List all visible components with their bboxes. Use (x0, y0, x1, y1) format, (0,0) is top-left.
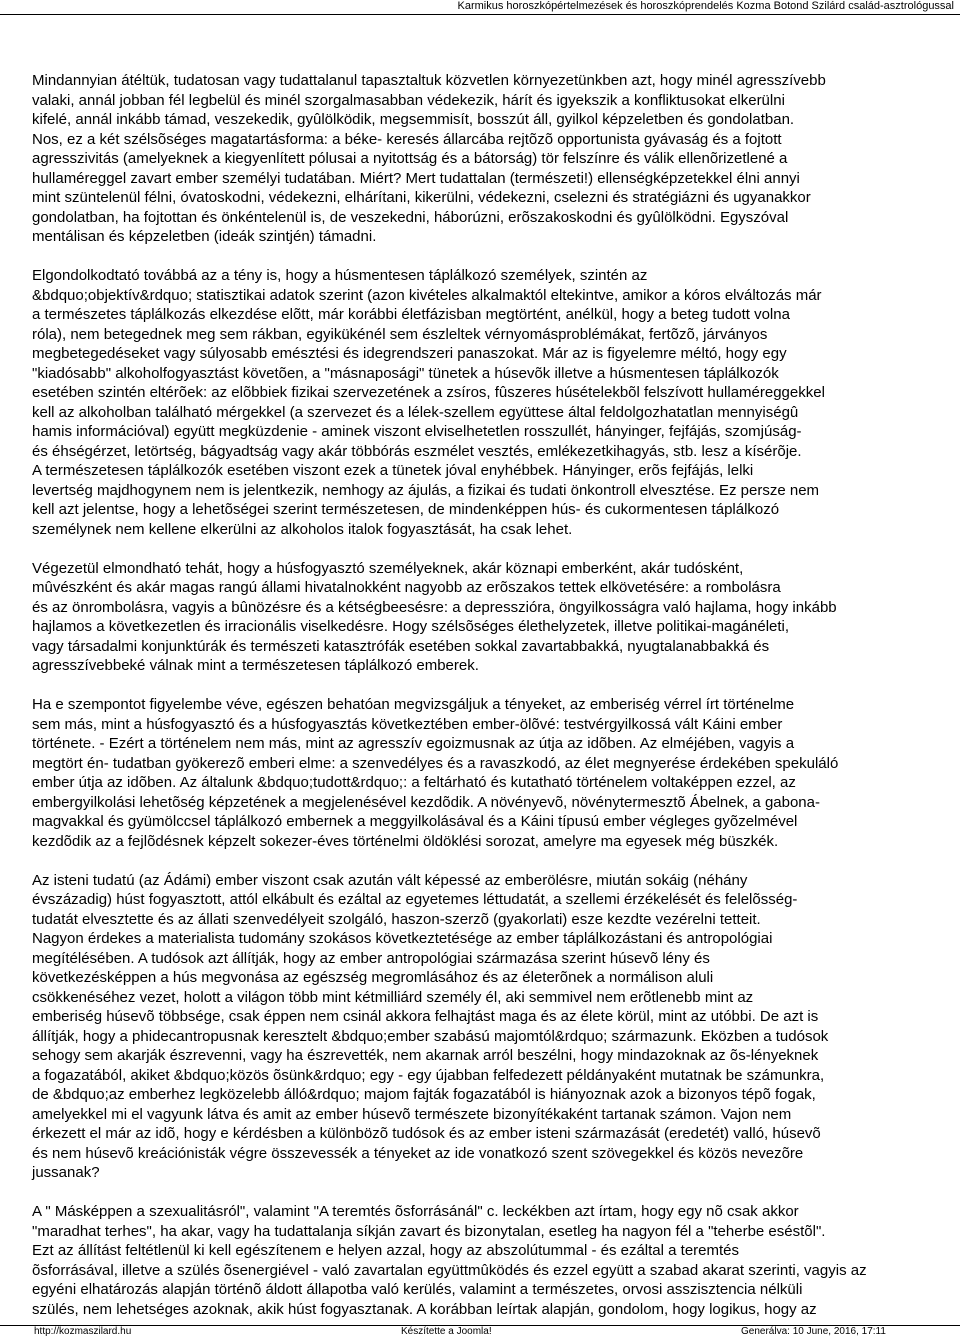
page-header (0, 0, 960, 15)
paragraph-3: Végezetül elmondható tehát, hogy a húsfogyasztó személyeknek, akár köznapi emberként, akár tudósként, mûvészként és akár magas rangú állami hivatalnokként nagyobb az erõszakos tettek elkövetésére: a rombolásra és az önrombolásra, vagyis a bûnözésre és a kétségbeesésre: a depresszióra, öngyilkosságra való hajlama, hogy inkább hajlamos a következetlen és irracionális viselkedésre. Hogy szélsõséges élethelyzetek, illetve politikai-magánéleti, vagy társadalmi konjunktúrák és természeti katasztrófák esetében sokkal zavartabbakká, nyugtalanabbakká és agresszívebbeké válnak mint a természetesen táplálkozó emberek. (32, 559, 837, 674)
footer-generated-date: Generálva: 10 June, 2016, 17:11 (741, 1326, 886, 1337)
article-body (32, 71, 927, 1319)
paragraph-5: Az isteni tudatú (az Ádámi) ember viszont csak azután vált képessé az emberölésre, miután sokáig (néhány évszázadig) húst fogyasztott, attól elkábult és ezáltal az egyetemes léttudatát, a szellemi érzékelését és felelõsség- tudatát elvesztette és az állati szenvedélyeit szolgáló, haszon-szerzõ (gyakorlati) esze kezdte vezérelni tetteit. Nagyon érdekes a materialista tudomány szokásos következtetésége az ember táplálkozástani és antropológiai megítélésében. A tudósok azt állítják, hogy az ember antropológiai származása szerint húsevõ lény és következésképpen a hús megvonása az egészség megromlásához és az életerõnek a normálison aluli csökkenéséhez vezet, holott a világon több mint kétmilliárd személy él, aki semmivel nem erõtlenebb mint az emberiség húsevõ többsége, csak éppen nem csinál akkora felhajtást maga és az élete körül, mint az utóbbi. De azt is állítják, hogy a phidecantropusnak keresztelt &bdquo;ember szabású majomtól&rdquo; származunk. Eközben a tudósok sehogy sem akarják észrevenni, vagy ha észrevették, nem akarnak arról beszélni, hogy mindazoknak az õs-lényeknek a fogazatából, akiket &bdquo;közös õsünk&rdquo; egy - egy újabban felfedezett példányaként mutatnak be számunkra, de &bdquo;az emberhez legközelebb álló&rdquo; majom fajták fogazatából is hiányoznak azok a bizonyos tépõ fogak, amelyekkel mi el vagyunk látva és amit az ember húsevõ természete bizonyítékaként tartanak számon. Vajon nem érkezett el már az idõ, hogy e kérdésben a különbözõ tudósok és az ember isteni származását (eredetét) valló, húsevõ és nem húsevõ kreációnisták végre összevessék a tényeket az ide vonatkozó szent szövegekkel és közös nevezõre jussanak? (32, 871, 829, 1181)
paragraph-2: Elgondolkodtató továbbá az a tény is, hogy a húsmentesen táplálkozó személyek, szintén az &bdquo;objektív&rdquo; statisztikai adatok szerint (azon kivételes alkalmaktól eltekintve, amikor a kóros elváltozás már a természetes táplálkozás elkezdése elõtt, már korábbi életfázisban megtörtént, anélkül, hogy a beteg tudott volna róla), nem betegednek meg sem rákban, egyikükénél sem észleltek vérnyomásproblémákat, fertõzõ, járványos megbetegedéseket vagy súlyosabb emésztési és idegrendszeri panaszokat. Már az is figyelemre méltó, hogy egy "kiadósabb" alkoholfogyasztást követõen, a "másnaposági" tünetek a húsevõk illetve a húsmentesen táplálkozók esetében szintén eltérõek: az elõbbiek fizikai szervezetének a zsíros, fûszeres húsételekbõl felszívott hullaméreggekkel kell az alkoholban található mérgekkel (a szervezet és a lélek-szellem együttese által feldolgozhatatlan mennyiségû hamis információval) együtt megküzdenie - aminek viszont elviselhetetlen rosszullét, hányinger, fejfájás, szomjúság- és éhségérzet, letörtség, bágyadtság vagy akár többórás eszmélet vesztés, emlékezetkihagyás, stb. lesz a kísérõje. A természetesen táplálkozók esetében viszont ezek a tünetek jóval enyhébbek. Hányinger, erõs fejfájás, lelki levertség majdhogynem nem is jelentkezik, nemhogy az ájulás, a fizikai és tudati önkontroll elvesztése. Ez persze nem kell azt jelentse, hogy a lehetõségei szerint természetesen, de mindenképpen hús- és cukormentesen táplálkozó személynek nem kellene elkerülni az alkoholos italok fogyasztását, ha csak lehet. (32, 267, 825, 538)
site-title: Karmikus horoszkópértelmezések és horoszkóprendelés Kozma Botond Szilárd család-asztrológussal (457, 0, 954, 12)
footer-url-link[interactable]: http://kozmaszilard.hu (34, 1326, 132, 1337)
footer-made-with: Készítette a Joomla! (401, 1326, 492, 1337)
page-footer (0, 1325, 960, 1339)
paragraph-4: Ha e szempontot figyelembe véve, egészen behatóan megvizsgáljuk a tényeket, az emberiség vérrel írt történelme sem más, mint a húsfogyasztó és a húsfogyasztás következtében ember-ölõvé: testvérgyilkossá vált Káini ember története. - Ezért a történelem nem más, mint az agresszív egoizmusnak az útja az idõben. Az elméjében, vagyis a megtört én- tudatban gyökerezõ emberi elme: a szenvedélyes és a ravaszkodó, az élet megnyerése érdekében spekuláló ember útja az idõben. Az általunk &bdquo;tudott&rdquo;: a feltárható és kutatható történelem voltaképpen ezzel, az embergyilkolási lehetõség képzetének a megjelenésével kezdõdik. A növényevõ, növénytermesztõ Ábelnek, a gabona- magvakkal és gyümölccsel táplálkozó embernek a meggyilkolásával és a Káini típusú ember végleges gyõzelmével kezdõdik az a fejlõdésnek képzelt sokezer-éves történelmi öldöklési sorozat, amelyre ma egyesek még büszkék. (32, 696, 839, 850)
paragraph-6: A " Másképpen a szexualitásról", valamint "A teremtés õsforrásánál" c. leckékben azt írtam, hogy egy nõ csak akkor "maradhat terhes", ha akar, vagy ha tudattalanja síkján zavart és bizonytalan, esetleg ha nagyon fél a "teherbe eséstõl". Ezt az állítást feltétlenül ki kell egészítenem e helyen azzal, hogy az abszolútummal - és ezáltal a teremtés õsforrásával, illetve a szülés õsenergiével - való zavartalan együttmûködés és ezzel együtt a szabad akarat szerinti, vagyis az egyéni elhatározás alapján történõ áldott állapotba való kerülés, valamint a természetes, orvosi asszisztencia nélküli szülés, nem lehetséges azoknak, akik húst fogyasztanak. A korábban leírtak alapján, gondolom, hogy logikus, hogy az (32, 1203, 867, 1318)
paragraph-1: Mindannyian átéltük, tudatosan vagy tudattalanul tapasztaltuk közvetlen környezetünkben azt, hogy minél agresszívebb valaki, annál jobban fél legbelül és minél szorgalmasabban védekezik, hárít és igyekszik a konfliktusokat elkerülni kifelé, annál inkább támad, veszekedik, gyûlölködik, megsemmisít, bosszút áll, gyilkol képzeletben és gondolatban. Nos, ez a két szélsõséges magatartásforma: a béke- keresés állarcába rejtõzõ opportunista gyávaság és a fojtott agresszivitás (amelyeknek a kiegyenlített pólusai a nyitottság és a bátorság) tör felszínre és válik ellenõrizetlené a hullaméreggel zavart ember személyi tudatában. Miért? Mert tudattalan (természeti!) ellenségképzetekkel élni annyi mint szüntelenül félni, óvatoskodni, védekezni, elhárítani, kikerülni, védekezni, cselezni és stratégiázni és ugyanakkor gondolatban, ha fojtottan és önkéntelenül is, de veszekedni, háborúzni, erõszakoskodni és gyûlölködni. Egyszóval mentálisan és képzeletben (ideák szintjén) támadni. (32, 72, 826, 245)
